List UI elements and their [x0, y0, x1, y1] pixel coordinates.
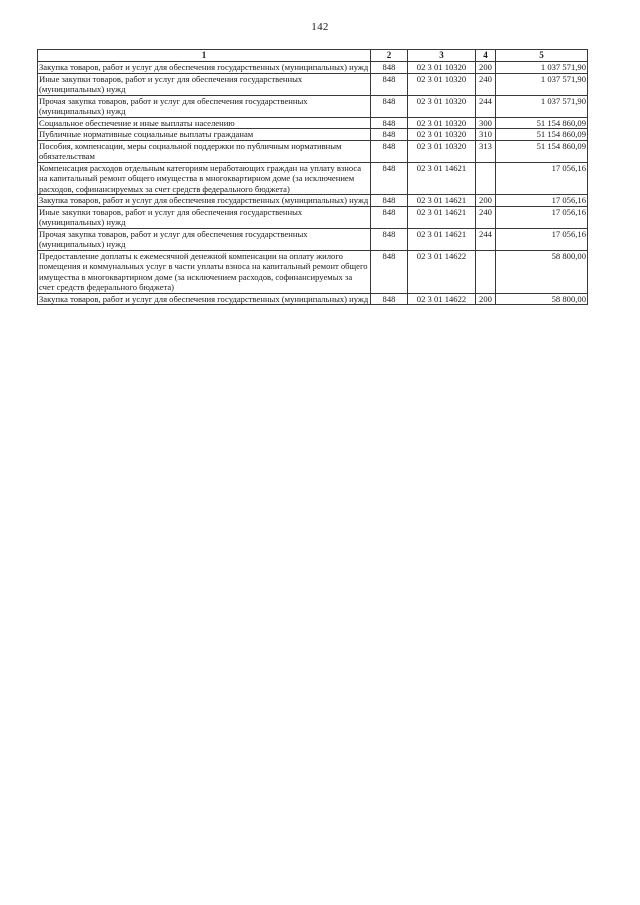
row-name-cell: Компенсация расходов отдельным категориям неработающих граждан на уплату взноса на капитальный ремонт общего имущества в многоквартирном доме (за исключением расходов, софинансируемых за счет средств федерального бюджета): [38, 162, 371, 195]
row-csr-cell: 02 3 01 10320: [408, 73, 476, 95]
row-csr-cell: 02 3 01 14621: [408, 228, 476, 250]
row-vr-cell: 240: [476, 206, 496, 228]
row-vr-cell: 200: [476, 293, 496, 305]
row-vr-cell: [476, 250, 496, 293]
row-sum-cell: 51 154 860,09: [496, 129, 588, 141]
row-sum-cell: 58 800,00: [496, 250, 588, 293]
row-sum-cell: 1 037 571,90: [496, 62, 588, 74]
row-csr-cell: 02 3 01 10320: [408, 140, 476, 162]
row-sum-cell: 17 056,16: [496, 228, 588, 250]
row-sum-cell: 17 056,16: [496, 162, 588, 195]
row-vr-cell: 244: [476, 95, 496, 117]
budget-table: [37, 49, 588, 305]
row-sum-cell: 58 800,00: [496, 293, 588, 305]
row-vr-cell: [476, 162, 496, 195]
row-code-cell: 848: [371, 195, 408, 207]
row-code-cell: 848: [371, 62, 408, 74]
table-row: [38, 228, 588, 250]
table-row: [38, 117, 588, 129]
header-col-4: 4: [476, 50, 496, 62]
row-csr-cell: 02 3 01 10320: [408, 129, 476, 141]
header-col-5: 5: [496, 50, 588, 62]
row-vr-cell: 244: [476, 228, 496, 250]
row-csr-cell: 02 3 01 10320: [408, 117, 476, 129]
table-header-row: [38, 50, 588, 62]
row-name-cell: Закупка товаров, работ и услуг для обеспечения государственных (муниципальных) нужд: [38, 62, 371, 74]
row-code-cell: 848: [371, 228, 408, 250]
row-sum-cell: 51 154 860,09: [496, 117, 588, 129]
row-code-cell: 848: [371, 293, 408, 305]
row-code-cell: 848: [371, 95, 408, 117]
row-vr-cell: 200: [476, 195, 496, 207]
row-code-cell: 848: [371, 206, 408, 228]
row-code-cell: 848: [371, 129, 408, 141]
row-csr-cell: 02 3 01 10320: [408, 95, 476, 117]
row-sum-cell: 17 056,16: [496, 206, 588, 228]
table-row: [38, 140, 588, 162]
row-code-cell: 848: [371, 162, 408, 195]
table-row: [38, 73, 588, 95]
row-csr-cell: 02 3 01 14622: [408, 293, 476, 305]
page-number: 142: [311, 21, 329, 33]
table-row: [38, 62, 588, 74]
row-vr-cell: 313: [476, 140, 496, 162]
table-body: [38, 62, 588, 305]
row-csr-cell: 02 3 01 14621: [408, 162, 476, 195]
row-code-cell: 848: [371, 73, 408, 95]
table-row: [38, 129, 588, 141]
row-code-cell: 848: [371, 250, 408, 293]
row-vr-cell: 300: [476, 117, 496, 129]
row-vr-cell: 200: [476, 62, 496, 74]
row-csr-cell: 02 3 01 14622: [408, 250, 476, 293]
table-row: [38, 293, 588, 305]
row-csr-cell: 02 3 01 14621: [408, 195, 476, 207]
row-name-cell: Прочая закупка товаров, работ и услуг для обеспечения государственных (муниципальных) нужд: [38, 95, 371, 117]
row-name-cell: Пособия, компенсации, меры социальной поддержки по публичным нормативным обязательствам: [38, 140, 371, 162]
row-vr-cell: 240: [476, 73, 496, 95]
row-name-cell: Социальное обеспечение и иные выплаты населению: [38, 117, 371, 129]
header-col-2: 2: [371, 50, 408, 62]
row-name-cell: Иные закупки товаров, работ и услуг для обеспечения государственных (муниципальных) нужд: [38, 206, 371, 228]
row-name-cell: Предоставление доплаты к ежемесячной денежной компенсации на оплату жилого помещения и коммунальных услуг в части уплаты взноса на капитальный ремонт общего имущества в многоквартирном доме (за исключением расходов, софинансируемых за счет средств федерального бюджета): [38, 250, 371, 293]
row-code-cell: 848: [371, 140, 408, 162]
row-name-cell: Прочая закупка товаров, работ и услуг для обеспечения государственных (муниципальных) нужд: [38, 228, 371, 250]
row-name-cell: Закупка товаров, работ и услуг для обеспечения государственных (муниципальных) нужд: [38, 293, 371, 305]
row-sum-cell: 17 056,16: [496, 195, 588, 207]
table-row: [38, 95, 588, 117]
table-row: [38, 206, 588, 228]
row-sum-cell: 1 037 571,90: [496, 73, 588, 95]
header-col-3: 3: [408, 50, 476, 62]
row-code-cell: 848: [371, 117, 408, 129]
row-vr-cell: 310: [476, 129, 496, 141]
row-name-cell: Публичные нормативные социальные выплаты гражданам: [38, 129, 371, 141]
table-row: [38, 162, 588, 195]
row-sum-cell: 1 037 571,90: [496, 95, 588, 117]
row-csr-cell: 02 3 01 14621: [408, 206, 476, 228]
table-row: [38, 250, 588, 293]
row-csr-cell: 02 3 01 10320: [408, 62, 476, 74]
header-col-1: 1: [38, 50, 371, 62]
row-sum-cell: 51 154 860,09: [496, 140, 588, 162]
row-name-cell: Закупка товаров, работ и услуг для обеспечения государственных (муниципальных) нужд: [38, 195, 371, 207]
row-name-cell: Иные закупки товаров, работ и услуг для обеспечения государственных (муниципальных) нужд: [38, 73, 371, 95]
table-row: [38, 195, 588, 207]
